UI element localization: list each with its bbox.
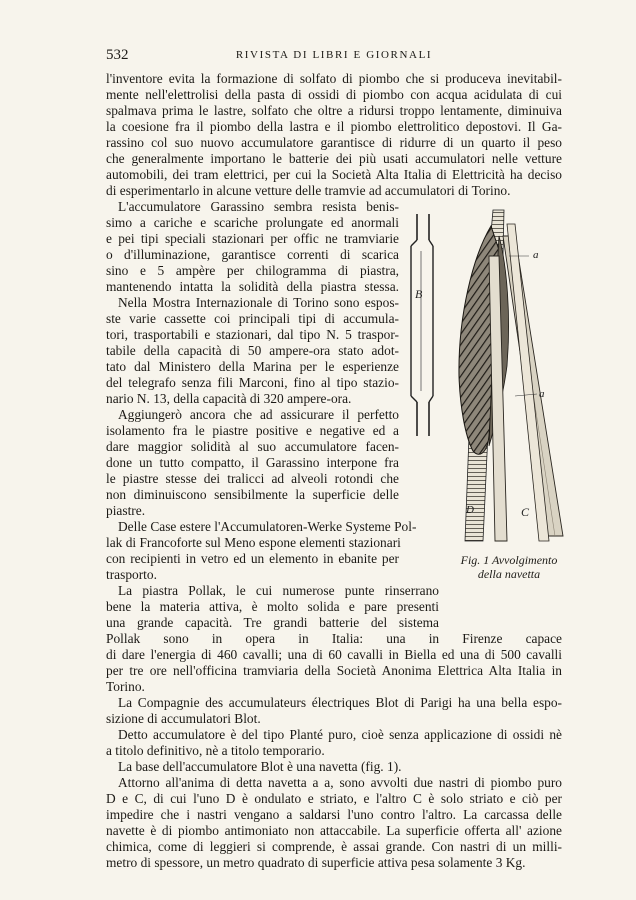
text-line: Detto accumulatore è del tipo Planté puro, cioè senza applicazione di ossidi nè [118,727,562,742]
text-line: tabile della capacità di 50 ampere-ora stato adot- [106,343,399,358]
text-line: la coesione fra il piombo della lastra e il piombo elettrolitico depostovi. Il Ga- [106,119,562,134]
text-line: nario N. 13, della capacità di 320 ampere-ora. [106,391,352,406]
text-line: a titolo definitivo, nè a titolo temporario. [106,743,325,758]
text-line: una grande capacità. Tre grandi batterie del sistema [106,615,439,630]
label-c: C [521,505,530,519]
text-line: non diminuiscono sensibilmente la superficie delle [106,487,399,502]
text-line: La Compagnie des accumulateurs électriques Blot di Parigi ha una bella espo- [118,695,562,710]
text-line: D e C, di cui l'uno D è ondulato e striato, e l'altro C è solo striato e ciò per [106,791,562,806]
text-line: le piastre stesse dei tralicci ad alveoli rotondi che [106,471,399,486]
caption-line-1: Fig. 1 Avvolgimento [460,553,558,567]
page-header [106,47,562,67]
text-line: automobili, dei tram elettrici, per cui la Società Alta Italia di Elettricità ha deciso [106,167,562,182]
text-line: mantenendo intatta la solidità della piastra stessa. [106,279,399,294]
text-line: che generalmente importano le batterie dei più usati accumulatori nelle vetture [106,151,562,166]
text-line: done un tutto compatto, il Garassino interpone fra [106,455,399,470]
text-line: La piastra Pollak, le cui numerose punte rinserrano [118,583,439,598]
text-line: L'accumulatore Garassino sembra resista benis- [118,199,399,214]
text-line: rassino col suo nuovo accumulatore garantisce di ridurre di un quarto il peso [106,135,562,150]
label-b: B [415,287,423,301]
text-line: e pei tipi speciali stazionari per offic ne tramviarie [106,231,399,246]
text-line: Pollak sono in opera in Italia: una in Firenze capace [106,631,562,646]
text-line: di esperimentarlo in alcune vetture delle tramvie ad accumulatori di Torino. [106,183,511,198]
strip-c-drawing [503,236,563,536]
text-line: piastre. [106,503,146,518]
running-title: RIVISTA DI LIBRI E GIORNALI [235,49,433,61]
text-line: di dare l'energia di 460 cavalli; una di 60 cavalli in Biella ed una di 500 cavalli [106,647,562,662]
text-line: mente nell'elettrolisi della pasta di ossidi di piombo con acqua acidulata di cui [106,87,562,102]
navetta-figure [403,196,565,551]
text-line: l'inventore evita la formazione di solfato di piombo che si produceva inevitabil- [106,71,562,86]
text-line [118,519,417,535]
label-a-top: a [533,249,539,261]
text-line: Attorno all'anima di detta navetta a a, sono avvolti due nastri di piombo puro [118,775,562,790]
text-line: navette è di piombo antimoniato non attaccabile. La superficie offerta all' azione [106,823,562,838]
text-line: spalmava prima le lastre, solfato che oltre a ridursi troppo lentamente, diminuiva [106,103,562,118]
text-line: ste varie cassette coi principali tipi di accumula- [106,311,399,326]
text-line: impedire che i nastri vengano a saldarsi l'uno contro l'altro. La carcassa delle [106,807,562,822]
label-a-mid: a [539,388,545,400]
label-d: D [466,504,474,516]
text-line: sizione di accumulatori Blot. [106,711,261,726]
text-line: tori, trasportabili e stazionari, dal tipo N. 5 traspor- [106,327,399,342]
text-line: trasporto. [106,567,157,582]
text-segment: Delle Case estere l'Accumulatoren-Werke Systeme Pol- [118,519,417,534]
text-line: per tre ore nell'officina tramviaria della Società Anonima Elettrica Alta Italia in [106,663,562,678]
strip-right-drawing [507,224,549,541]
plate-b-drawing [411,214,433,436]
text-line: Aggiungerò ancora che ad assicurare il perfetto [118,407,399,422]
text-line: isolamento fra le piastre positive e negative ed a [106,423,399,438]
text-line: Torino. [106,679,145,694]
text-line: lak di Francoforte sul Meno espone elementi stazionari [106,535,401,550]
text-line: tato dal Ministero della Marina per le esperienze [106,359,399,374]
text-line: dare maggior solidità al suo accumulatore facen- [106,439,399,454]
text-line: sino e 5 ampère per chilogramma di piastra, [106,263,399,278]
text-line: con recipienti in vetro ed un elemento in ebanite per [106,551,399,566]
text-line: metro di spessore, un metro quadrato di superficie attiva pesa solamente 3 Kg. [106,855,526,870]
text-line: chimica, come di leggieri si comprende, è assai grande. Con nastri di un milli- [106,839,562,854]
text-line: o d'illuminazione, garantisce correnti di scarica [106,247,399,262]
figure-caption [453,553,565,581]
caption-line-2: della navetta [477,567,541,581]
text-line: Nella Mostra Internazionale di Torino sono espos- [118,295,399,310]
text-line: La base dell'accumulatore Blot è una navetta (fig. 1). [118,759,402,774]
text-line: bene la materia attiva, è molto solida e pare presenti [106,599,439,614]
text-line: del telegrafo senza fili Marconi, fino al tipo stazio- [106,375,399,390]
text-line: simo a cariche e scariche prolungate ed anormali [106,215,399,230]
page-number: 532 [106,47,129,63]
